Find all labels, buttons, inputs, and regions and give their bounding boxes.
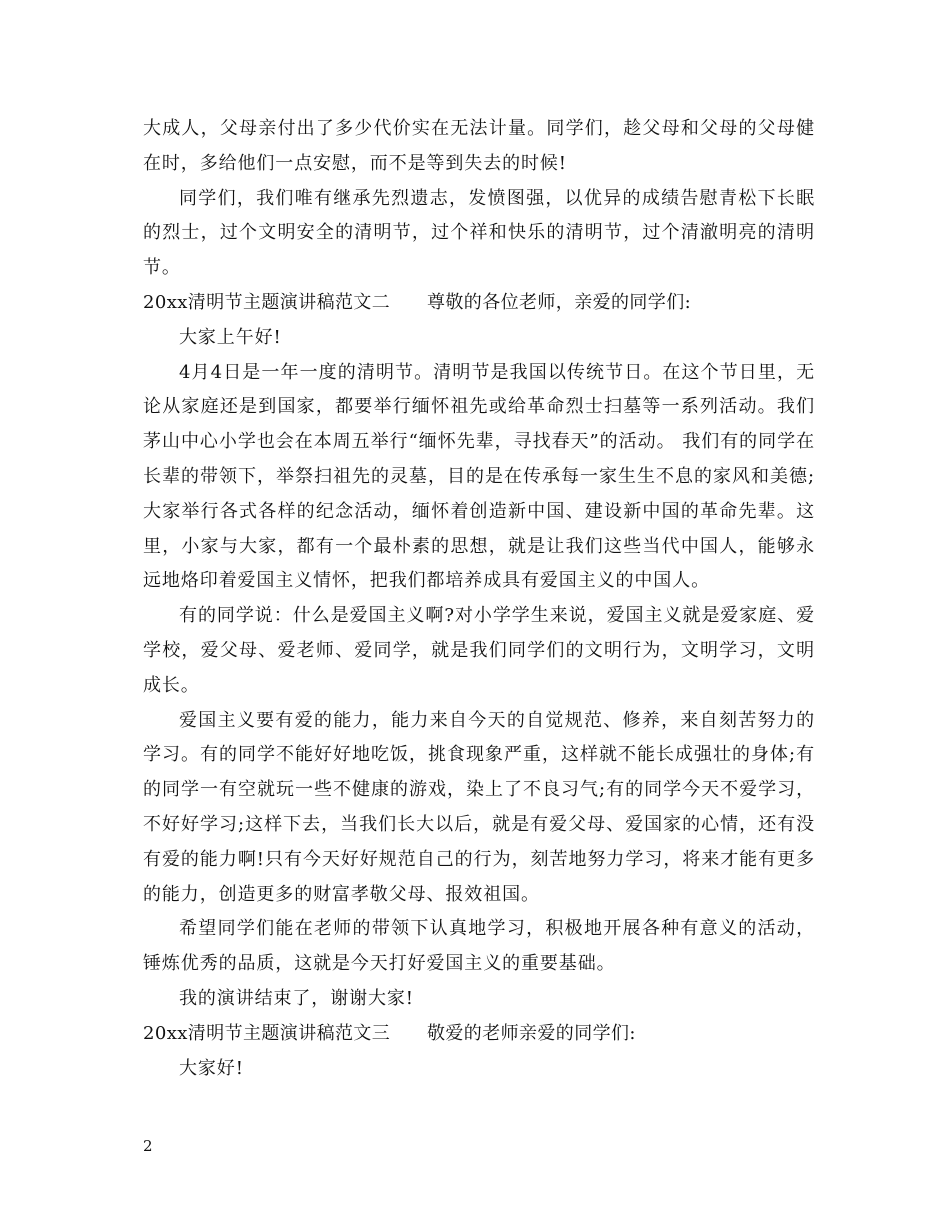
paragraph-greeting: 大家好! [179, 1057, 244, 1079]
page-number: 2 [143, 1137, 153, 1155]
paragraph-ability-to-love: 爱国主义要有爱的能力，能力来自今天的自觉规范、修养，来自刻苦努力的学习。有的同学不能好好地吃饭，挑食现象严重，这样就不能长成强壮的身体;有的同学一有空就玩一些不健康的游戏，染上了不良习气;有的同学今天不爱学习，不好好学习;这样下去，当我们长大以后，就是有爱父母、爱国家的心情，还有没有爱的能力啊!只有今天好好规范自己的行为，刻苦地努力学习，将来才能有更多的能力，创造更多的财富孝敬父母、报效祖国。 [143, 709, 815, 905]
paragraph-patriotism-question: 有的同学说：什么是爱国主义啊?对小学学生来说，爱国主义就是爱家庭、爱学校，爱父母、爱老师、爱同学，就是我们同学们的文明行为，文明学习，文明成长。 [143, 605, 815, 696]
paragraph-closing: 我的演讲结束了，谢谢大家! [179, 987, 414, 1009]
paragraph-continuation: 大成人，父母亲付出了多少代价实在无法计量。同学们，趁父母和父母的父母健在时，多给他们一点安慰，而不是等到失去的时候! [143, 118, 815, 174]
paragraph-martyrs: 同学们，我们唯有继承先烈遗志，发愤图强，以优异的成绩告慰青松下长眠的烈士，过个文明安全的清明节，过个祥和快乐的清明节，过个清澈明亮的清明节。 [143, 187, 815, 279]
heading-speech-two: 20xx清明节主题演讲稿范文二 尊敬的各位老师，亲爱的同学们: [143, 291, 692, 313]
heading-speech-three: 20xx清明节主题演讲稿范文三 敬爱的老师亲爱的同学们: [143, 1022, 636, 1044]
paragraph-hope: 希望同学们能在老师的带领下认真地学习，积极地开展各种有意义的活动，锤炼优秀的品质，这就是今天打好爱国主义的重要基础。 [143, 918, 815, 975]
paragraph-greeting-morning: 大家上午好! [179, 326, 282, 348]
document-body [143, 112, 815, 1086]
paragraph-qingming-intro: 4月4日是一年一度的清明节。清明节是我国以传统节日。在这个节日里，无论从家庭还是到国家，都要举行缅怀祖先或给革命烈士扫墓等一系列活动。我们茅山中心小学也会在本周五举行“缅怀先辈，寻找春天”的活动。 我们有的同学在长辈的带领下，举祭扫祖先的灵墓，目的是在传承每一家生生不息的家风和美德;大家举行各式各样的纪念活动，缅怀着创造新中国、建设新中国的革命先辈。这里，小家与大家，都有一个最朴素的思想，就是让我们这些当代中国人，能够永远地烙印着爱国主义情怀，把我们都培养成具有爱国主义的中国人。 [143, 361, 815, 592]
